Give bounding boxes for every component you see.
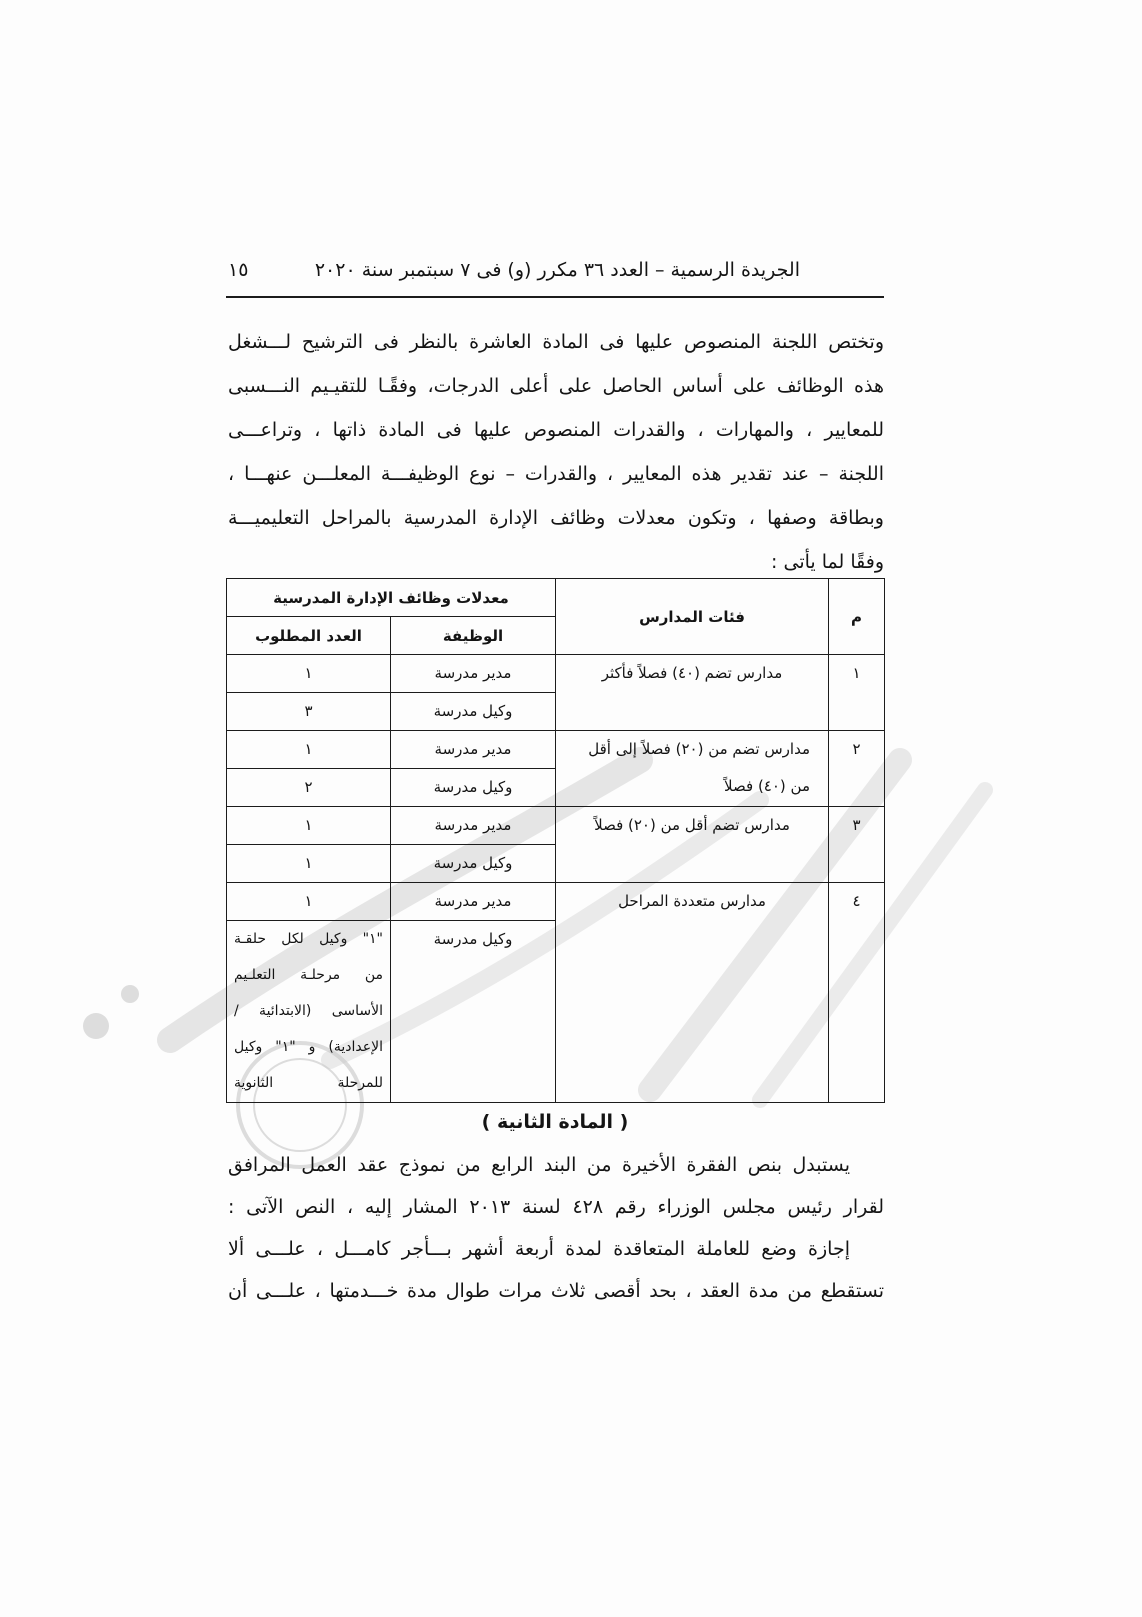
- table-row: [227, 655, 885, 693]
- paragraph-line: اللجنة – عند تقدير هذه المعايير ، والقدرات – نوع الوظيفـــة المعلـــن عنهـــا ،: [228, 463, 884, 485]
- row-job: مدير مدرسة: [391, 731, 556, 769]
- column-header-index: م: [829, 579, 885, 655]
- school-administration-rates-table: [226, 578, 885, 1103]
- column-header-count: العدد المطلوب: [227, 617, 391, 655]
- watermark-dot: [83, 1013, 109, 1039]
- page-number: ١٥: [228, 259, 249, 281]
- row-count: ٣: [227, 693, 391, 731]
- gazette-header-title: الجريدة الرسمية – العدد ٣٦ مكرر (و) فى ٧ سبتمبر سنة ٢٠٢٠: [314, 259, 800, 281]
- table-row: [227, 807, 885, 845]
- row-category: مدارس تضم (٤٠) فصلاً فأكثر: [556, 655, 829, 731]
- article-2-paragraph: [228, 1144, 884, 1312]
- row-category: مدارس تضم من (٢٠) فصلاً إلى أقل من (٤٠) فصلاً: [556, 731, 829, 807]
- paragraph-1: [228, 320, 884, 584]
- article-heading: ( المادة الثانية ): [481, 1111, 629, 1133]
- row-index: ٣: [829, 807, 885, 883]
- row-count-note: "١" وكيل لكل حلقـة من مرحلـة التعلـيم الأساسى (الابتدائية / الإعدادية) و "١" وكيل للمرحلة الثانوية: [227, 921, 391, 1103]
- row-count: ١: [227, 845, 391, 883]
- column-group-header: معدلات وظائف الإدارة المدرسية: [227, 579, 556, 617]
- row-count: ٢: [227, 769, 391, 807]
- row-count: ١: [227, 731, 391, 769]
- table-row: [227, 883, 885, 921]
- paragraph-line: هذه الوظائف على أساس الحاصل على أعلى الدرجات، وفقًـا للتقيـيم النـــسبى: [228, 375, 884, 397]
- column-header-category: فئات المدارس: [556, 579, 829, 655]
- row-index: ١: [829, 655, 885, 731]
- table-row: [227, 731, 885, 769]
- row-job: مدير مدرسة: [391, 807, 556, 845]
- column-header-job: الوظيفة: [391, 617, 556, 655]
- watermark-dot: [121, 985, 139, 1003]
- row-job: وكيل مدرسة: [391, 693, 556, 731]
- row-category: مدارس تضم أقل من (٢٠) فصلاً: [556, 807, 829, 883]
- row-count: ١: [227, 807, 391, 845]
- paragraph-line: تستقطع من مدة العقد ، بحد أقصى ثلاث مرات طوال مدة خـــدمتها ، علـــى أن: [228, 1280, 884, 1302]
- row-job: وكيل مدرسة: [391, 769, 556, 807]
- row-category: مدارس متعددة المراحل: [556, 883, 829, 1103]
- row-job: وكيل مدرسة: [391, 921, 556, 1103]
- row-job: مدير مدرسة: [391, 655, 556, 693]
- paragraph-line: وتختص اللجنة المنصوص عليها فى المادة العاشرة بالنظر فى الترشيح لـــشغل: [228, 331, 884, 353]
- paragraph-line: للمعايير ، والمهارات ، والقدرات المنصوص عليها فى المادة ذاتها ، وتراعـــى: [228, 419, 884, 441]
- row-index: ٤: [829, 883, 885, 1103]
- header-divider: [226, 296, 884, 298]
- paragraph-line: يستبدل بنص الفقرة الأخيرة من البند الرابع من نموذج عقد العمل المرافق: [228, 1154, 850, 1176]
- paragraph-line: وفقًا لما يأتى :: [771, 551, 884, 573]
- row-count: ١: [227, 655, 391, 693]
- table-header-row: [227, 579, 885, 617]
- paragraph-line: إجازة وضع للعاملة المتعاقدة لمدة أربعة أشهر بـــأجر كامـــل ، علـــى ألا: [228, 1238, 850, 1260]
- row-index: ٢: [829, 731, 885, 807]
- paragraph-line: لقرار رئيس مجلس الوزراء رقم ٤٢٨ لسنة ٢٠١٣ المشار إليه ، النص الآتى :: [228, 1196, 884, 1218]
- row-job: مدير مدرسة: [391, 883, 556, 921]
- row-job: وكيل مدرسة: [391, 845, 556, 883]
- row-count: ١: [227, 883, 391, 921]
- paragraph-line: وبطاقة وصفها ، وتكون معدلات وظائف الإدارة المدرسية بالمراحل التعليميـــة: [228, 507, 884, 529]
